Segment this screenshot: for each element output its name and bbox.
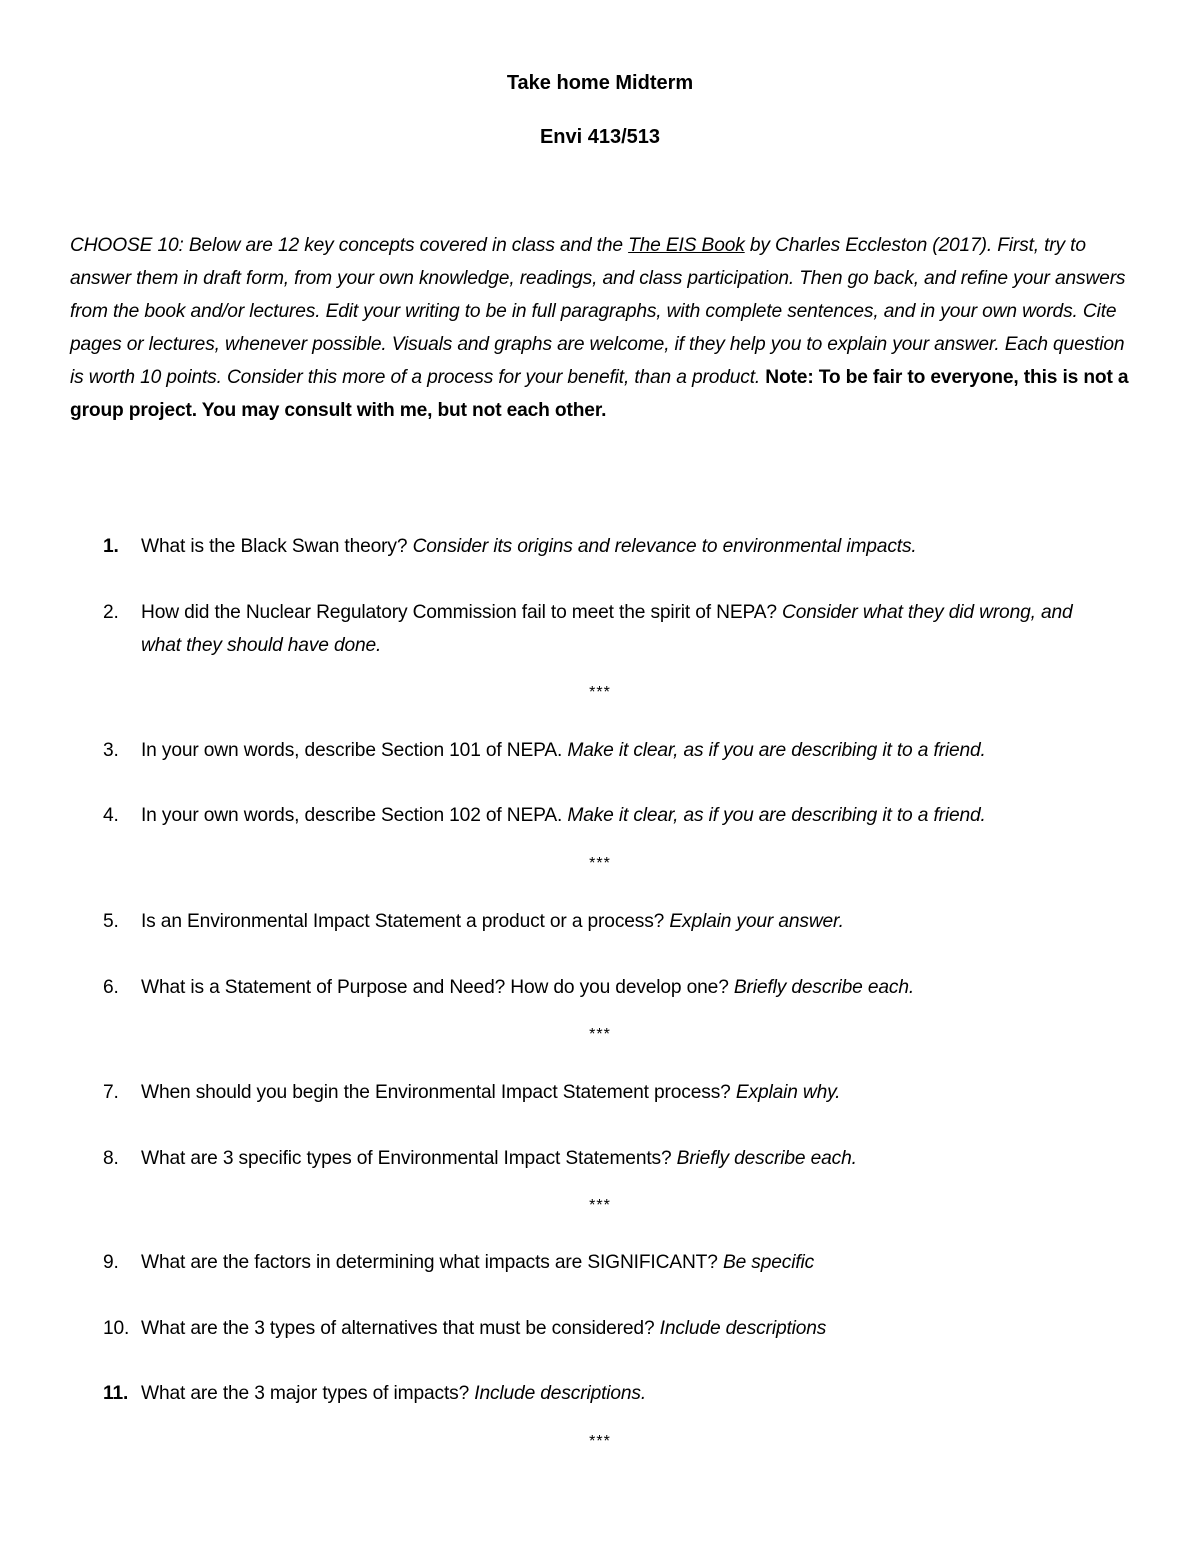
question-text: What are the factors in determining what impacts are SIGNIFICANT? bbox=[141, 1252, 723, 1273]
course-code: Envi 413/513 bbox=[539, 126, 661, 148]
question-number: 6. bbox=[103, 977, 119, 998]
question-text: What are the 3 major types of impacts? bbox=[141, 1383, 475, 1404]
instructions-note: Note: To be fair to everyone, this is not a group project. You may consult with me, but not each other. bbox=[70, 367, 1129, 421]
book-title: The EIS Book bbox=[628, 235, 745, 256]
instructions-paragraph bbox=[70, 229, 1130, 427]
question-text: What is the Black Swan theory? bbox=[141, 536, 413, 557]
question-item bbox=[103, 971, 1113, 1004]
question-item bbox=[103, 1142, 1113, 1175]
question-hint: Consider its origins and relevance to environmental impacts. bbox=[412, 536, 917, 557]
question-hint: Include descriptions bbox=[659, 1318, 827, 1339]
question-item bbox=[103, 1312, 1113, 1345]
question-hint: Make it clear, as if you are describing it to a friend. bbox=[567, 740, 986, 761]
question-item bbox=[103, 799, 1113, 832]
section-separator: *** bbox=[589, 1197, 611, 1214]
question-number: 9. bbox=[103, 1252, 119, 1273]
question-item bbox=[103, 1076, 1113, 1109]
section-separator: *** bbox=[589, 684, 611, 701]
question-hint: Include descriptions. bbox=[474, 1383, 647, 1404]
question-number: 3. bbox=[103, 740, 119, 761]
question-text: In your own words, describe Section 102 of NEPA. bbox=[141, 805, 568, 826]
section-separator: *** bbox=[589, 855, 611, 872]
question-hint: Briefly describe each. bbox=[676, 1148, 857, 1169]
instructions-text-1: CHOOSE 10: Below are 12 key concepts covered in class and the bbox=[70, 235, 629, 256]
question-item bbox=[103, 905, 1113, 938]
question-number: 8. bbox=[103, 1148, 119, 1169]
question-number: 2. bbox=[103, 602, 119, 623]
question-text: What are 3 specific types of Environmental Impact Statements? bbox=[141, 1148, 677, 1169]
section-separator: *** bbox=[589, 1026, 611, 1043]
question-text: What is a Statement of Purpose and Need? How do you develop one? bbox=[141, 977, 734, 998]
question-hint: Make it clear, as if you are describing it to a friend. bbox=[567, 805, 986, 826]
question-number: 7. bbox=[103, 1082, 119, 1103]
question-hint: Be specific bbox=[722, 1252, 815, 1273]
question-hint: Explain your answer. bbox=[669, 911, 844, 932]
question-text: Is an Environmental Impact Statement a product or a process? bbox=[141, 911, 670, 932]
question-item bbox=[103, 734, 1113, 767]
question-number: 4. bbox=[103, 805, 119, 826]
question-item bbox=[103, 1377, 1113, 1410]
question-text: When should you begin the Environmental Impact Statement process? bbox=[141, 1082, 736, 1103]
question-number: 1. bbox=[103, 536, 119, 557]
question-item bbox=[103, 596, 1113, 662]
question-item bbox=[103, 530, 1113, 563]
question-hint: Consider what they did wrong, and what they should have done. bbox=[141, 602, 1073, 656]
section-separator: *** bbox=[589, 1433, 611, 1450]
question-item bbox=[103, 1246, 1113, 1279]
question-number: 10. bbox=[103, 1318, 130, 1339]
question-number: 11. bbox=[103, 1383, 129, 1404]
question-hint: Explain why. bbox=[735, 1082, 841, 1103]
question-hint: Briefly describe each. bbox=[733, 977, 915, 998]
question-text: What are the 3 types of alternatives that must be considered? bbox=[141, 1318, 660, 1339]
question-number: 5. bbox=[103, 911, 119, 932]
document-title: Take home Midterm bbox=[506, 72, 694, 94]
instructions-text-2: by Charles Eccleston (2017). First, try to answer them in draft form, from your own knowledge, readings, and class participation. Then go back, and refine your answers from the book and/or lectures. Edit your writing to be in full paragraphs, with complete sentences, and in your own words. Cite pages or lectures, whenever possible. Visuals and graphs are welcome, if they help you to explain your answer. Each question is worth 10 points. Consider this more of a process for your benefit, than a product. bbox=[70, 235, 1126, 388]
question-text: In your own words, describe Section 101 of NEPA. bbox=[141, 740, 568, 761]
question-text: How did the Nuclear Regulatory Commission fail to meet the spirit of NEPA? bbox=[141, 602, 783, 623]
